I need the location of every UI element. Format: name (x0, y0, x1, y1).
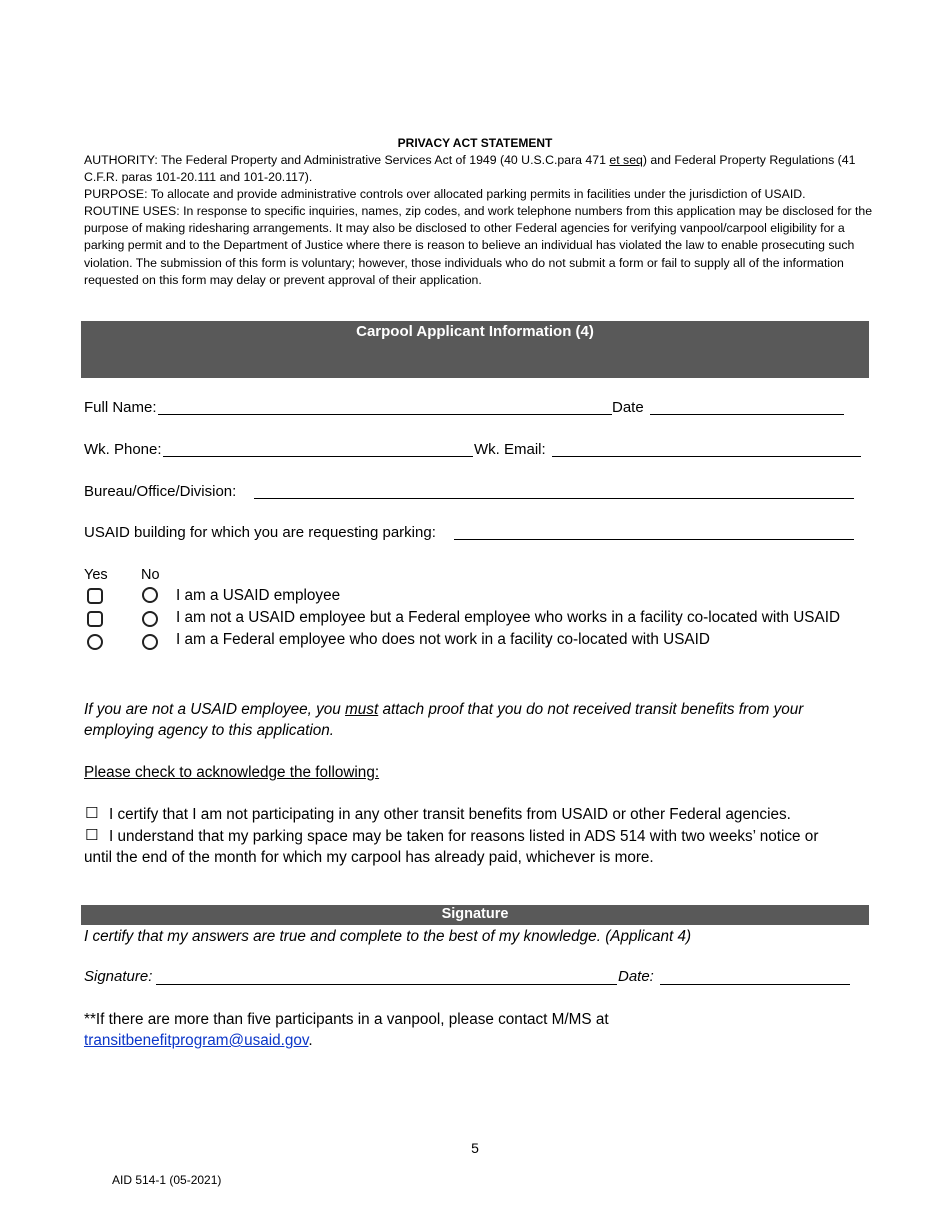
wk-email-field[interactable] (552, 456, 861, 457)
understand-text: I understand that my parking space may be taken for reasons listed in ADS 514 with two weeks’ notice or (109, 828, 819, 845)
page-number: 5 (471, 1140, 479, 1156)
authority-text-end: ) and Federal Property Regulations (41 C.F.R. paras 101-20.111 and 101-20.117). (84, 153, 856, 185)
yes-column-header: Yes (84, 567, 108, 583)
contact-email-link[interactable]: transitbenefitprogram@usaid.gov (84, 1032, 309, 1049)
applicant-info-title: Carpool Applicant Information (4) (356, 323, 594, 340)
bureau-field[interactable] (254, 498, 854, 499)
certify-statement: I certify that my answers are true and complete to the best of my knowledge. (Applicant 4) (84, 928, 692, 945)
contact-period: . (308, 1032, 313, 1049)
purpose-paragraph: PURPOSE: To allocate and provide administrative controls over allocated parking permits in facilities under the jurisdiction of USAID. (84, 187, 806, 202)
signature-date-field[interactable] (660, 984, 850, 985)
contact-email-line (84, 1030, 313, 1051)
proof-notice-text-end: attach proof that you do not received transit benefits from your employing agency to this application. (84, 701, 804, 739)
wk-phone-label: Wk. Phone: (84, 441, 162, 458)
yes-radio-not-colocated[interactable] (87, 634, 103, 650)
option-colocated-federal: I am not a USAID employee but a Federal employee who works in a facility co-located with USAID (176, 609, 841, 626)
wk-email-label: Wk. Email: (474, 441, 546, 458)
option-not-colocated-federal: I am a Federal employee who does not work in a facility co-located with USAID (176, 631, 710, 648)
proof-notice-text: If you are not a USAID employee, you (84, 701, 346, 718)
date-label: Date (612, 399, 644, 416)
signature-label: Signature: (84, 968, 153, 985)
acknowledge-heading: Please check to acknowledge the following: (84, 764, 380, 781)
privacy-act-title: PRIVACY ACT STATEMENT (397, 136, 553, 150)
routine-uses-paragraph: ROUTINE USES: In response to specific inquiries, names, zip codes, and work telephone numbers from this application may be disclosed for the purpose of making ridesharing arrangements. It may also be disclosed to other Federal agencies for verifying vanpool/carpool eligibility for a parking permit and to the Department of Justice where there is reason to believe an individual has violated the law to enable prosecuting such violation. The submission of this form is voluntary; however, those individuals who do not submit a form or fail to supply all of the information requested on this form may delay or prevent approval of their application. (84, 204, 873, 287)
building-field[interactable] (454, 539, 854, 540)
proof-notice (84, 699, 844, 741)
et-seq-text: et seq (609, 153, 643, 167)
yes-radio-usaid-employee[interactable] (87, 588, 103, 604)
contact-text: **If there are more than five participants in a vanpool, please contact M/MS at (84, 1011, 609, 1028)
option-usaid-employee: I am a USAID employee (176, 587, 341, 604)
bureau-label: Bureau/Office/Division: (84, 483, 237, 500)
no-radio-not-colocated[interactable] (142, 634, 158, 650)
full-name-label: Full Name: (84, 399, 157, 416)
no-radio-colocated[interactable] (142, 611, 158, 627)
understand-checkbox[interactable]: ☐ (85, 827, 99, 844)
wk-phone-field[interactable] (163, 456, 473, 457)
building-label: USAID building for which you are requesting parking: (84, 524, 436, 541)
no-column-header: No (141, 567, 160, 583)
full-name-field[interactable] (158, 414, 612, 415)
no-radio-usaid-employee[interactable] (142, 587, 158, 603)
understand-text-continued: until the end of the month for which my carpool has already paid, whichever is more. (84, 849, 654, 866)
signature-field[interactable] (156, 984, 617, 985)
yes-radio-colocated[interactable] (87, 611, 103, 627)
certify-checkbox[interactable]: ☐ (85, 805, 99, 822)
date-field[interactable] (650, 414, 844, 415)
certify-text: I certify that I am not participating in any other transit benefits from USAID or other Federal agencies. (109, 806, 791, 823)
privacy-act-body (84, 152, 874, 289)
form-id: AID 514-1 (05-2021) (112, 1173, 222, 1187)
authority-paragraph (84, 152, 874, 186)
signature-title: Signature (441, 906, 509, 922)
signature-date-label: Date: (618, 968, 654, 985)
must-text: must (345, 701, 379, 718)
authority-text: AUTHORITY: The Federal Property and Administrative Services Act of 1949 (40 U.S.C.para 471 (84, 153, 610, 167)
